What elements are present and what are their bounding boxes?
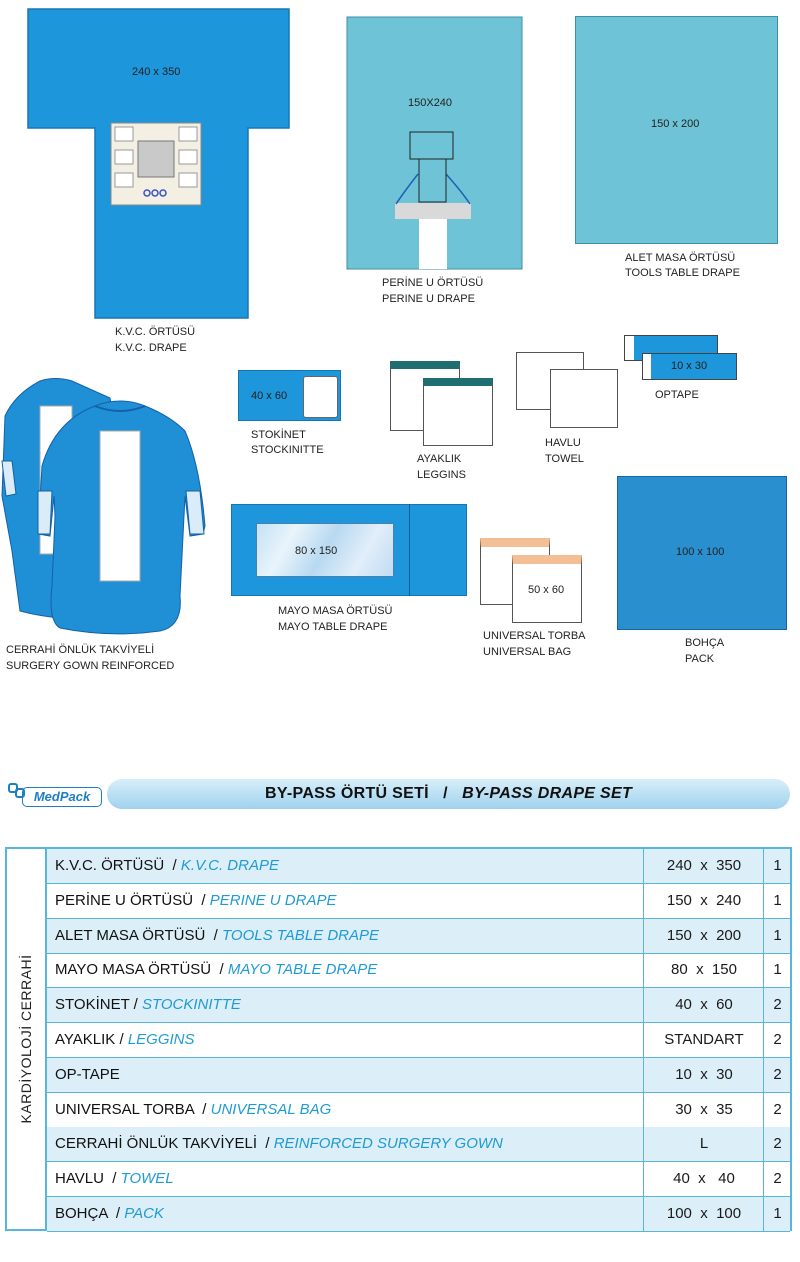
item-size-cell: 150 x 240 [643,884,764,918]
item-name-separator: / [215,961,228,979]
contents-table [5,847,792,1231]
item-name-en: TOWEL [120,1170,174,1188]
stockinette-size-label: 40 x 60 [251,390,288,402]
item-name-cell [55,849,279,883]
item-name-separator: / [261,1135,274,1153]
perine-caption-en: PERINE U DRAPE [382,293,475,305]
item-name-tr: OP-TAPE [55,1065,120,1083]
medpack-logo [8,779,104,809]
towel-caption-tr: HAVLU [545,437,581,449]
item-size-cell: 80 x 150 [643,953,764,987]
bag-caption-tr: UNIVERSAL TORBA [483,630,586,642]
item-name-separator: / [119,1031,128,1048]
item-name-en: LEGGINS [127,1031,195,1048]
kvc-caption-en: K.V.C. DRAPE [115,342,187,354]
item-name-separator: / [209,926,223,944]
item-qty-cell: 1 [763,1197,791,1231]
item-name-tr: ALET MASA ÖRTÜSÜ [55,926,206,944]
item-name-tr: PERİNE U ÖRTÜSÜ [55,891,194,909]
stockinette-caption-en: STOCKINITTE [251,444,324,456]
item-name-cell [55,1093,331,1127]
item-name-en: TOOLS TABLE DRAPE [222,926,380,944]
item-name-en: K.V.C. DRAPE [180,857,279,874]
mayo-drape-shape [231,504,467,596]
item-name-separator: / [133,996,142,1014]
pack-caption-en: PACK [685,653,715,665]
item-qty-cell: 2 [763,1127,791,1161]
title-en: BY-PASS DRAPE SET [462,785,633,802]
pack-caption-tr: BOHÇA [685,637,725,649]
perine-drape-shape [346,16,524,272]
title-band [107,779,790,809]
item-qty-cell: 2 [763,1093,791,1127]
item-name-cell [55,1127,503,1161]
logo-text: MedPack [22,787,102,807]
table-row [47,953,790,988]
item-name-separator: / [168,857,181,874]
gown-caption-tr: CERRAHİ ÖNLÜK TAKVİYELİ [6,644,155,656]
table-row [47,1093,790,1128]
item-name-tr: MAYO MASA ÖRTÜSÜ [55,961,212,979]
item-name-tr: HAVLU [55,1170,104,1188]
tools-caption-en: TOOLS TABLE DRAPE [625,267,740,279]
gown-shapes [0,376,215,638]
item-qty-cell: 2 [763,988,791,1022]
item-name-cell [55,953,377,987]
title-separator: / [443,785,448,802]
item-name-en: PACK [124,1205,164,1222]
leggins-caption-tr: AYAKLIK [417,453,462,465]
mayo-caption-tr: MAYO MASA ÖRTÜSÜ [278,605,393,617]
tools-size-label: 150 x 200 [651,118,700,130]
item-name-cell [55,988,241,1022]
item-qty-cell: 2 [763,1162,791,1196]
title-tr: BY-PASS ÖRTÜ SETİ [264,785,429,802]
item-name-cell [55,1058,120,1092]
table-row [47,884,790,919]
table-row [47,988,790,1023]
item-name-separator: / [108,1170,121,1188]
item-name-separator: / [111,1205,125,1222]
towel-caption-en: TOWEL [545,453,584,465]
item-name-separator: / [198,1100,211,1118]
kvc-drape-shape [27,8,291,320]
item-size-cell: 30 x 35 [643,1093,764,1127]
tools-caption-tr: ALET MASA ÖRTÜSÜ [625,252,736,264]
table-side-label [7,849,47,1229]
page-title [107,785,790,803]
kvc-caption-tr: K.V.C. ÖRTÜSÜ [115,326,196,338]
table-row [47,1058,790,1093]
optape-caption: OPTAPE [655,389,699,401]
item-name-cell [55,919,379,953]
table-row [47,1197,790,1232]
mayo-size-label: 80 x 150 [295,545,338,557]
item-name-en: STOCKINITTE [141,996,241,1014]
item-name-tr: BOHÇA [55,1205,108,1222]
stockinette-window [303,376,338,418]
item-name-cell [55,1197,164,1231]
kvc-size-label: 240 x 350 [132,66,181,78]
table-row [47,1023,790,1058]
optape-size-label: 10 x 30 [671,360,708,372]
item-name-tr: AYAKLIK [55,1031,116,1048]
stockinette-caption-tr: STOKİNET [251,429,306,441]
item-qty-cell: 1 [763,953,791,987]
mayo-caption-en: MAYO TABLE DRAPE [278,621,388,633]
table-row [47,849,790,884]
leggins-caption-en: LEGGINS [417,469,466,481]
item-name-en: PERINE U DRAPE [209,891,337,909]
item-size-cell: L [643,1127,764,1161]
item-name-en: UNIVERSAL BAG [210,1100,332,1118]
pack-size-label: 100 x 100 [676,546,725,558]
bag-caption-en: UNIVERSAL BAG [483,646,572,658]
item-qty-cell: 2 [763,1058,791,1092]
item-name-tr: STOKİNET [55,996,130,1014]
table-row [47,1127,790,1162]
item-name-tr: K.V.C. ÖRTÜSÜ [55,857,165,874]
legging-front-shape [423,378,493,446]
side-label-text: KARDİYOLOJİ CERRAHİ [18,954,34,1124]
perine-caption-tr: PERİNE U ÖRTÜSÜ [382,277,484,289]
item-name-en: MAYO TABLE DRAPE [227,961,378,979]
item-name-tr: UNIVERSAL TORBA [55,1100,194,1118]
item-size-cell: STANDART [643,1023,764,1057]
item-name-separator: / [197,891,210,909]
perine-size-label: 150X240 [408,97,453,109]
item-name-cell [55,884,336,918]
item-size-cell: 240 x 350 [643,849,764,883]
table-row [47,1162,790,1197]
item-qty-cell: 2 [763,1023,791,1057]
item-size-cell: 10 x 30 [643,1058,764,1092]
table-row [47,919,790,954]
item-size-cell: 150 x 200 [643,919,764,953]
towel-front-shape [550,369,618,428]
item-qty-cell: 1 [763,849,791,883]
item-name-cell [55,1162,174,1196]
item-qty-cell: 1 [763,884,791,918]
item-size-cell: 100 x 100 [643,1197,764,1231]
item-size-cell: 40 x 60 [643,988,764,1022]
item-name-cell [55,1023,195,1057]
gown-caption-en: SURGERY GOWN REINFORCED [6,660,175,672]
tools-drape-shape [575,16,778,244]
item-size-cell: 40 x 40 [643,1162,764,1196]
bag-size-label: 50 x 60 [528,584,565,596]
item-qty-cell: 1 [763,919,791,953]
item-name-tr: CERRAHİ ÖNLÜK TAKVİYELİ [55,1135,258,1153]
item-name-en: REINFORCED SURGERY GOWN [273,1135,503,1153]
